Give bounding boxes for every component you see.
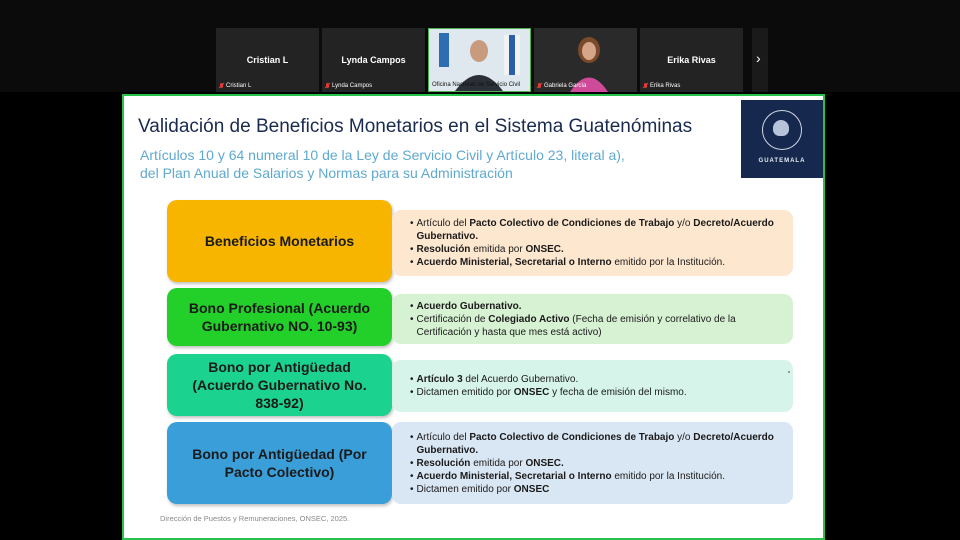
requirement-bold: Pacto Colectivo de Condiciones de Trabajo [469, 218, 675, 229]
muted-mic-icon [537, 83, 542, 89]
requirement-text [417, 313, 781, 339]
requirement-plain: Dictamen emitido por [416, 483, 514, 495]
requirement-bold: Decreto/Acuerdo Gubernativo. [416, 218, 774, 242]
slide-subtitle [140, 146, 700, 182]
requirement-item [410, 457, 781, 470]
shared-slide [122, 94, 825, 540]
requirement-plain: y/o [674, 218, 694, 229]
requirement-item [410, 483, 781, 496]
subtitle-line: Artículos 10 y 64 numeral 10 de la Ley de Servicio Civil y Artículo 23, literal a), [140, 147, 625, 163]
benefit-requirements [392, 294, 793, 344]
participant-name: Lynda Campos [341, 55, 406, 65]
participant-label-text: Erika Rivas [650, 83, 681, 89]
requirement-item [410, 217, 781, 243]
participant-label-text: Gabriela García [544, 83, 587, 89]
requirement-text [417, 243, 564, 256]
requirement-plain: (Fecha de emisión y correlativo de la Certificación y hasta que mes está activo) [416, 313, 736, 338]
requirement-text [417, 470, 725, 483]
requirement-plain: emitido por la Institución. [611, 257, 725, 268]
requirement-item [410, 313, 781, 339]
requirement-bold: ONSEC. [525, 244, 564, 255]
requirement-text [417, 386, 687, 399]
muted-mic-icon [643, 83, 648, 89]
requirement-plain: emitida por [470, 457, 526, 469]
benefit-label: Bono por Antigüedad (Acuerdo Gubernativo No. 838-92) [167, 354, 392, 416]
government-seal-logo [741, 100, 823, 178]
requirement-text [417, 256, 725, 269]
requirement-text [417, 483, 550, 496]
participant-label [643, 83, 680, 89]
slide-footer: Dirección de Puestos y Remuneraciones, ONSEC, 2025. [160, 514, 350, 523]
requirement-plain: Dictamen emitido por [416, 387, 514, 398]
muted-mic-icon [219, 83, 224, 89]
requirement-bold: Pacto Colectivo de Condiciones de Trabajo [469, 431, 675, 443]
requirement-bold: ONSEC [513, 483, 550, 495]
requirement-bold: Acuerdo Gubernativo. [416, 300, 522, 312]
requirement-plain: emitida por [470, 244, 526, 255]
participant-tile-video[interactable] [534, 28, 637, 92]
requirement-bold: Colegiado Activo [488, 313, 570, 325]
requirement-text [417, 431, 781, 457]
benefit-requirements [392, 422, 793, 504]
participant-label-text: Oficina Nacional de Servicio Civil [432, 82, 521, 88]
benefit-label: Beneficios Monetarios [167, 200, 392, 282]
requirement-bold: ONSEC. [525, 457, 564, 469]
requirement-plain: Artículo del [416, 218, 470, 229]
benefit-requirements [392, 360, 793, 412]
benefit-requirements [392, 210, 793, 276]
cursor-dot [788, 371, 790, 373]
requirement-bold: Resolución [416, 244, 471, 255]
quetzal-icon [773, 120, 789, 136]
participant-label-text: Cristian L [226, 83, 252, 89]
participant-tile[interactable] [640, 28, 743, 92]
requirement-plain: Certificación de [416, 313, 489, 325]
participant-label [219, 83, 251, 89]
participant-strip [0, 0, 960, 92]
participant-label-text: Lynda Campos [332, 83, 373, 89]
participant-label [537, 83, 586, 89]
requirement-plain: y/o [674, 431, 694, 443]
benefit-label: Bono por Antigüedad (Por Pacto Colectivo) [167, 422, 392, 504]
requirement-bold: Acuerdo Ministerial, Secretarial o Interno [416, 470, 612, 482]
requirement-text [417, 217, 781, 243]
requirement-text [417, 373, 579, 386]
chevron-right-icon[interactable]: › [756, 50, 761, 66]
requirement-item [410, 431, 781, 457]
requirement-plain: y fecha de emisión del mismo. [549, 387, 687, 398]
requirement-plain: emitido por la Institución. [611, 470, 725, 482]
subtitle-line: del Plan Anual de Salarios y Normas para su Administración [140, 165, 513, 181]
muted-mic-icon [325, 83, 330, 89]
requirement-plain: Artículo del [416, 431, 470, 443]
requirement-item [410, 300, 781, 313]
slide-title: Validación de Beneficios Monetarios en el Sistema Guatenóminas [138, 116, 693, 137]
requirement-bold: ONSEC [513, 387, 550, 398]
requirement-plain: del Acuerdo Gubernativo. [462, 374, 579, 385]
requirement-bold: Decreto/Acuerdo Gubernativo. [416, 431, 774, 456]
requirement-item [410, 373, 781, 386]
requirement-text [417, 300, 522, 313]
requirement-bold: Acuerdo Ministerial, Secretarial o Interno [416, 257, 612, 268]
participant-label [432, 82, 520, 88]
participant-tile-video[interactable] [428, 28, 531, 92]
requirement-item [410, 470, 781, 483]
requirement-text [417, 457, 564, 470]
requirement-item [410, 386, 781, 399]
participant-tile[interactable] [322, 28, 425, 92]
requirement-item [410, 256, 781, 269]
participant-label [325, 83, 372, 89]
participant-tile[interactable] [216, 28, 319, 92]
participant-name: Erika Rivas [667, 55, 716, 65]
requirement-item [410, 243, 781, 256]
seal-text: GUATEMALA [758, 158, 806, 164]
requirement-bold: Resolución [416, 457, 471, 469]
participant-name: Cristian L [246, 55, 289, 65]
benefit-label: Bono Profesional (Acuerdo Gubernativo NO. 10-93) [167, 288, 392, 346]
requirement-bold: Artículo 3 [416, 374, 463, 385]
